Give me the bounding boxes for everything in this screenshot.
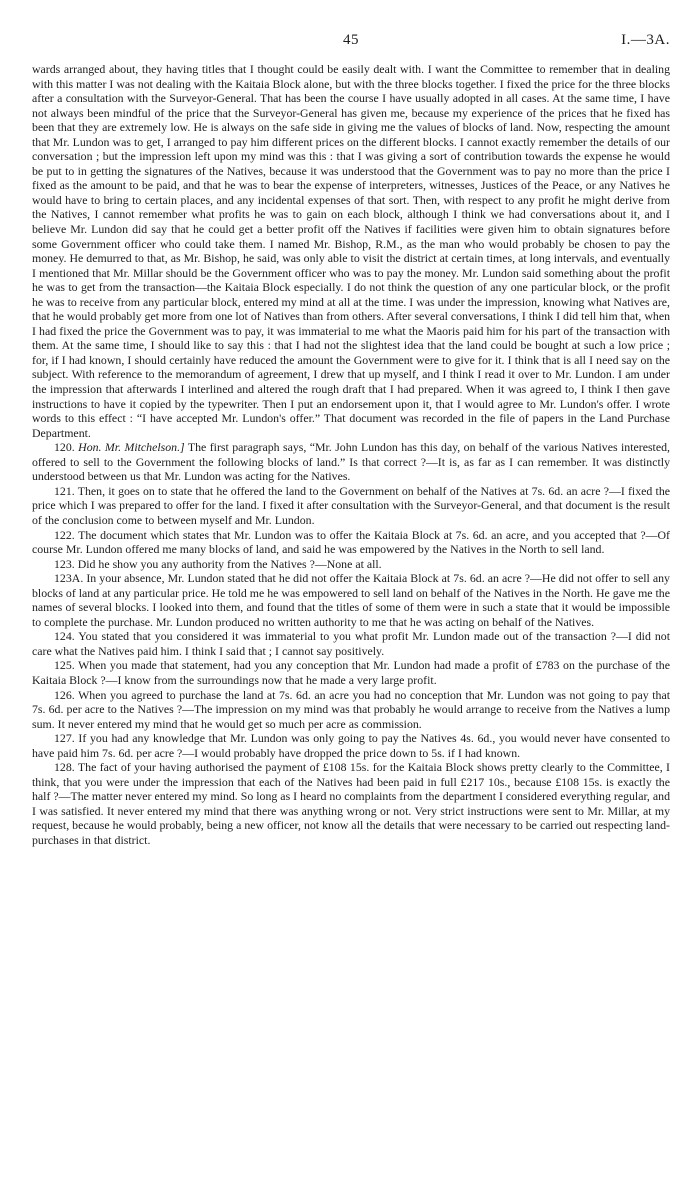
question-123a [32,571,670,629]
question-128 [32,760,670,847]
question-number: 121. [54,483,75,498]
question-127 [32,731,670,760]
question-126 [32,688,670,732]
question-121 [32,484,670,528]
question-text: When you agreed to purchase the land at 7s. 6d. an acre you had no conception that Mr. Lundon was not going to pay that 7s. 6d. per acre to the Natives ?—The impression on my mind was that probably he would arrange to receive from the Natives a lump sum. It never entered my mind that he would get so much per acre as commission. [32,687,670,731]
paragraph-text: wards arranged about, they having titles that I thought could be easily dealt with. I want the Committee to remember that in dealing with this matter I was not dealing with the Kaitaia Block alone, but with the three blocks together. I fixed the price for the three blocks after a consultation with the Surveyor-General. That has been the course I have usually adopted in all cases. At the same time, I have not always been mindful of the price that the Surveyor-General has given me, because my experience of the prices that he fixed has been that they are extremely low. He is always on the safe side in giving me the values of blocks of land. Now, respecting the amount that Mr. Lundon was to get, I arranged to pay him different prices on the different blocks. I cannot exactly remember the details of our conversation ; but the impression left upon my mind was this : that I was giving a sort of contribution towards the expense he would be put to in getting the signatures of the Natives, because it was understood that the Government was to pay no more than the price I fixed as the amount to be paid, and that he was to bear the expense of interpreters, witnesses, Justices of the Peace, or any Natives he would have to bring to certain places, and any incidental expenses of that sort. Then, with respect to any profit he might derive from the Natives, I cannot remember what profits he was to gain on each block, although I think we had conversations about it, and I believe Mr. Lundon did say that he could get a better profit off the Natives if facilities were given him to obtain signatures before some Government officer who could take them. I named Mr. Bishop, R.M., as the man who would probably be chosen to pay the money. He demurred to that, as Mr. Bishop, he said, was only able to visit the district at certain times, at long intervals, and eventually I mentioned that Mr. Millar should be the Government officer who was to pay the money. Mr. Lundon said something about the profit he was to get from the transaction—the Kaitaia Block especially. I do not think the question of any one particular block, or the profit he was to receive from any particular block, entered my mind at all at the time. I was under the impression, knowing what Natives are, that he would probably get more from one lot of Natives than from others. After several conversations, I think I did tell him that, when I had fixed the price the Government was to pay, it was immaterial to me what the Maoris paid him for his part of the transaction with them. At the same time, I should like to say this : that I had not the slightest idea that the land could be bought at such a low price ; for, if I had known, I should certainly have reduced the amount the Government were to give for it. I think that is all I need say on the subject. With reference to the memorandum of agreement, I drew that up myself, and I think I read it over to Mr. Lundon. I am under the impression that afterwards I interlined and altered the rough draft that I had prepared. When it was agreed to, I think I then gave instructions to have it copied by the typewriter. Then I put an endorsement upon it, that I would agree to Mr. Lundon's offer. I wrote words to this effect : “I have accepted Mr. Lundon's offer.” That document was recorded in the file of papers in the Land Purchase Department. [32,62,670,440]
document-reference: I.—3A. [621,32,670,48]
body-text [32,62,670,848]
question-text: When you made that statement, had you any conception that Mr. Lundon had made a profit of £783 on the purchase of the Kaitaia Block ?—I know from the surroundings now that he made a very large profit. [32,658,670,687]
question-number: 124. [54,629,75,644]
question-125 [32,658,670,687]
speaker-label: Hon. Mr. Mitchelson.] [78,440,185,455]
question-number: 123. [54,556,75,571]
question-text: If you had any knowledge that Mr. Lundon was only going to pay the Natives 4s. 6d., you would never have consented to have paid him 7s. 6d. per acre ?—I would probably have dropped the price down to 5s. if I had known. [32,731,670,760]
question-120 [32,440,670,484]
question-text: The first paragraph says, “Mr. John Lundon has this day, on behalf of the various Natives interested, offered to sell to the Government the following blocks of land.” Is that correct ?—It is, as far as I can remember. It was distinctly understood between us that Mr. Lundon was acting for the Natives. [32,440,670,484]
question-text: You stated that you considered it was immaterial to you what profit Mr. Lundon made out of the transaction ?—I did not care what the Natives paid him. I think I said that ; I cannot say positively. [32,629,670,658]
question-number: 127. [54,731,75,746]
question-number: 126. [54,687,75,702]
question-124 [32,629,670,658]
question-text: The fact of your having authorised the payment of £108 15s. for the Kaitaia Block shows pretty clearly to the Committee, I think, that you were under the impression that each of the Natives had been paid in full £217 10s., because £108 15s. is exactly the half ?—The matter never entered my mind. So long as I heard no complaints from the department I considered everything regular, and I was satisfied. It never entered my mind that there was anything wrong or not. Very strict instructions were sent to Mr. Millar, at my request, because he would probably, being a new officer, not know all the details that were necessary to be carried out respecting land-purchases in that district. [32,760,671,847]
question-number: 120. [54,440,75,455]
question-text: Did he show you any authority from the Natives ?—None at all. [77,556,382,571]
question-122 [32,528,670,557]
question-text: In your absence, Mr. Lundon stated that he did not offer the Kaitaia Block at 7s. 6d. an acre ?—He did not offer to sell any blocks of land at any particular price. He told me he was empowered to sell land on behalf of the Natives in the North. He gave me the names of several blocks. I looked into them, and found that the titles of some of them were in such a state that it would be impossible to complete the purchase. Mr. Lundon produced no written authority to me that he was acting on behalf of the Natives. [32,571,670,629]
question-text: Then, it goes on to state that he offered the land to the Government on behalf of the Natives at 7s. 6d. an acre ?—I fixed the price which I was prepared to offer for the land. I fixed it after consultation with the Surveyor-General, and that document is the result of the conclusion come to between myself and Mr. Lundon. [32,483,671,527]
continuation-paragraph [32,62,670,440]
question-number: 122. [54,527,75,542]
question-123 [32,557,670,572]
question-number: 125. [54,658,75,673]
page-header [32,32,670,62]
question-number: 128. [54,760,75,775]
question-number: 123A. [54,571,84,586]
question-text: The document which states that Mr. Lundon was to offer the Kaitaia Block at 7s. 6d. an acre, and you accepted that ?—Of course Mr. Lundon offered me many blocks of land, and said he was empowered by the Natives in the North to sell land. [32,527,670,557]
page-number: 45 [343,32,359,48]
